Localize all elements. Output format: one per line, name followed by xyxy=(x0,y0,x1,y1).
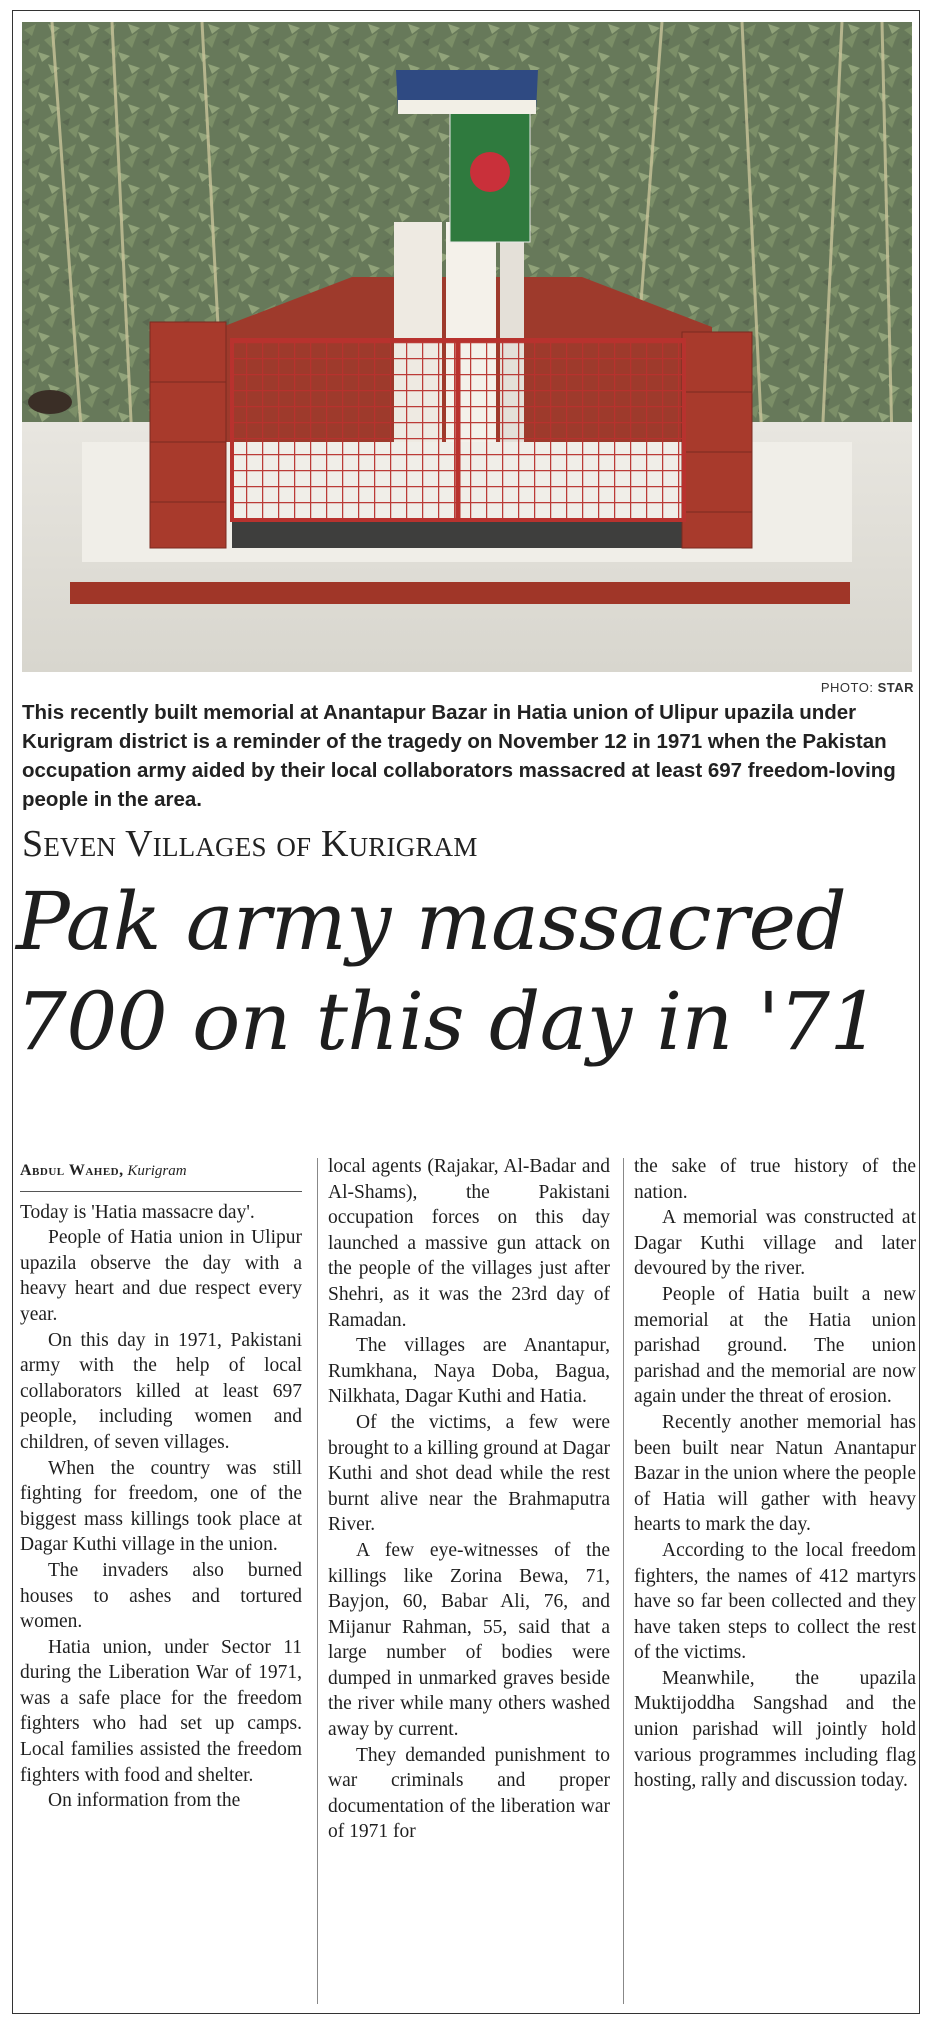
photo-credit-source: STAR xyxy=(877,680,914,695)
headline-line-1: Pak army massacred xyxy=(16,875,847,968)
paragraph: On this day in 1971, Pakistani army with the help of local collaborators killed at least 697 people, including women and children, of seven villages. xyxy=(20,1329,302,1453)
photo-caption: This recently built memorial at Anantapur Bazar in Hatia union of Ulipur upazila under Kurigram district is a reminder of the tragedy on November 12 in 1971 when the Pakistan occupation army aided by their local collaborators massacred at least 697 freedom-loving people in the area. xyxy=(22,701,896,811)
paragraph: A memorial was constructed at Dagar Kuthi village and later devoured by the river. xyxy=(634,1207,916,1280)
memorial-photo-illustration xyxy=(22,22,912,672)
photo-credit xyxy=(821,680,914,695)
paragraph: They demanded punishment to war criminals and proper documentation of the liberation war of 1971 for xyxy=(328,1744,610,1843)
paragraph: the sake of true history of the nation. xyxy=(634,1156,916,1203)
paragraph: local agents (Rajakar, Al-Badar and Al-Shams), the Pakistani occupation forces on this day launched a massive gun attack on the people of the villages just after Shehri, as it was the 23rd day of Ramadan. xyxy=(328,1156,610,1331)
paragraph: The villages are Anantapur, Rumkhana, Naya Doba, Bagua, Nilkhata, Dagar Kuthi and Hatia. xyxy=(328,1335,610,1408)
memorial-photo xyxy=(22,22,912,672)
headline-line-2: 700 on this day in '71 xyxy=(16,975,880,1068)
paragraph: A few eye-witnesses of the killings like Zorina Bewa, 71, Bayjon, 60, Babar Ali, 76, and Mijanur Rahman, 55, said that a large number of bodies were dumped in unmarked graves beside the river while many others washed away by current. xyxy=(328,1539,610,1741)
paragraph: When the country was still fighting for freedom, one of the biggest mass killings took place at Dagar Kuthi village in the union. xyxy=(20,1457,302,1556)
article-column-2 xyxy=(328,1154,610,1845)
byline-author: Abdul Wahed, xyxy=(20,1162,124,1179)
paragraph: Recently another memorial has been built near Natun Anantapur Bazar in the union where the people of Hatia will gather with heavy hearts to mark the day. xyxy=(634,1411,916,1536)
article-body xyxy=(20,1158,916,2008)
photo-credit-label: PHOTO: xyxy=(820,680,874,695)
byline xyxy=(20,1158,302,1192)
article-column-1 xyxy=(20,1158,302,1814)
article-column-3 xyxy=(634,1154,916,1794)
paragraph: Hatia union, under Sector 11 during the Liberation War of 1971, was a safe place for the freedom fighters who had set up camps. Local families assisted the freedom fighters with food and shelter. xyxy=(20,1636,302,1786)
paragraph: Of the victims, a few were brought to a killing ground at Dagar Kuthi and shot dead while the rest burnt alive near the Brahmaputra River. xyxy=(328,1411,610,1536)
paragraph: People of Hatia built a new memorial at the Hatia union parishad ground. The union parishad and the memorial are now again under the threat of erosion. xyxy=(634,1283,916,1408)
byline-place: Kurigram xyxy=(127,1163,187,1179)
paragraph: On information from the xyxy=(48,1790,241,1812)
paragraph: Meanwhile, the upazila Muktijoddha Sangshad and the union parishad will jointly hold various programmes including flag hosting, rally and discussion today. xyxy=(634,1667,916,1792)
paragraph: People of Hatia union in Ulipur upazila observe the day with a heavy heart and due respect every year. xyxy=(20,1227,302,1325)
headline xyxy=(16,872,916,1072)
paragraph: According to the local freedom fighters, the names of 412 martyrs have so far been collected and they have taken steps to collect the rest of the victims. xyxy=(634,1539,916,1664)
paragraph: Today is 'Hatia massacre day'. xyxy=(20,1201,255,1223)
paragraph: The invaders also burned houses to ashes and tortured women. xyxy=(20,1559,302,1633)
kicker: Seven Villages of Kurigram xyxy=(22,823,478,865)
